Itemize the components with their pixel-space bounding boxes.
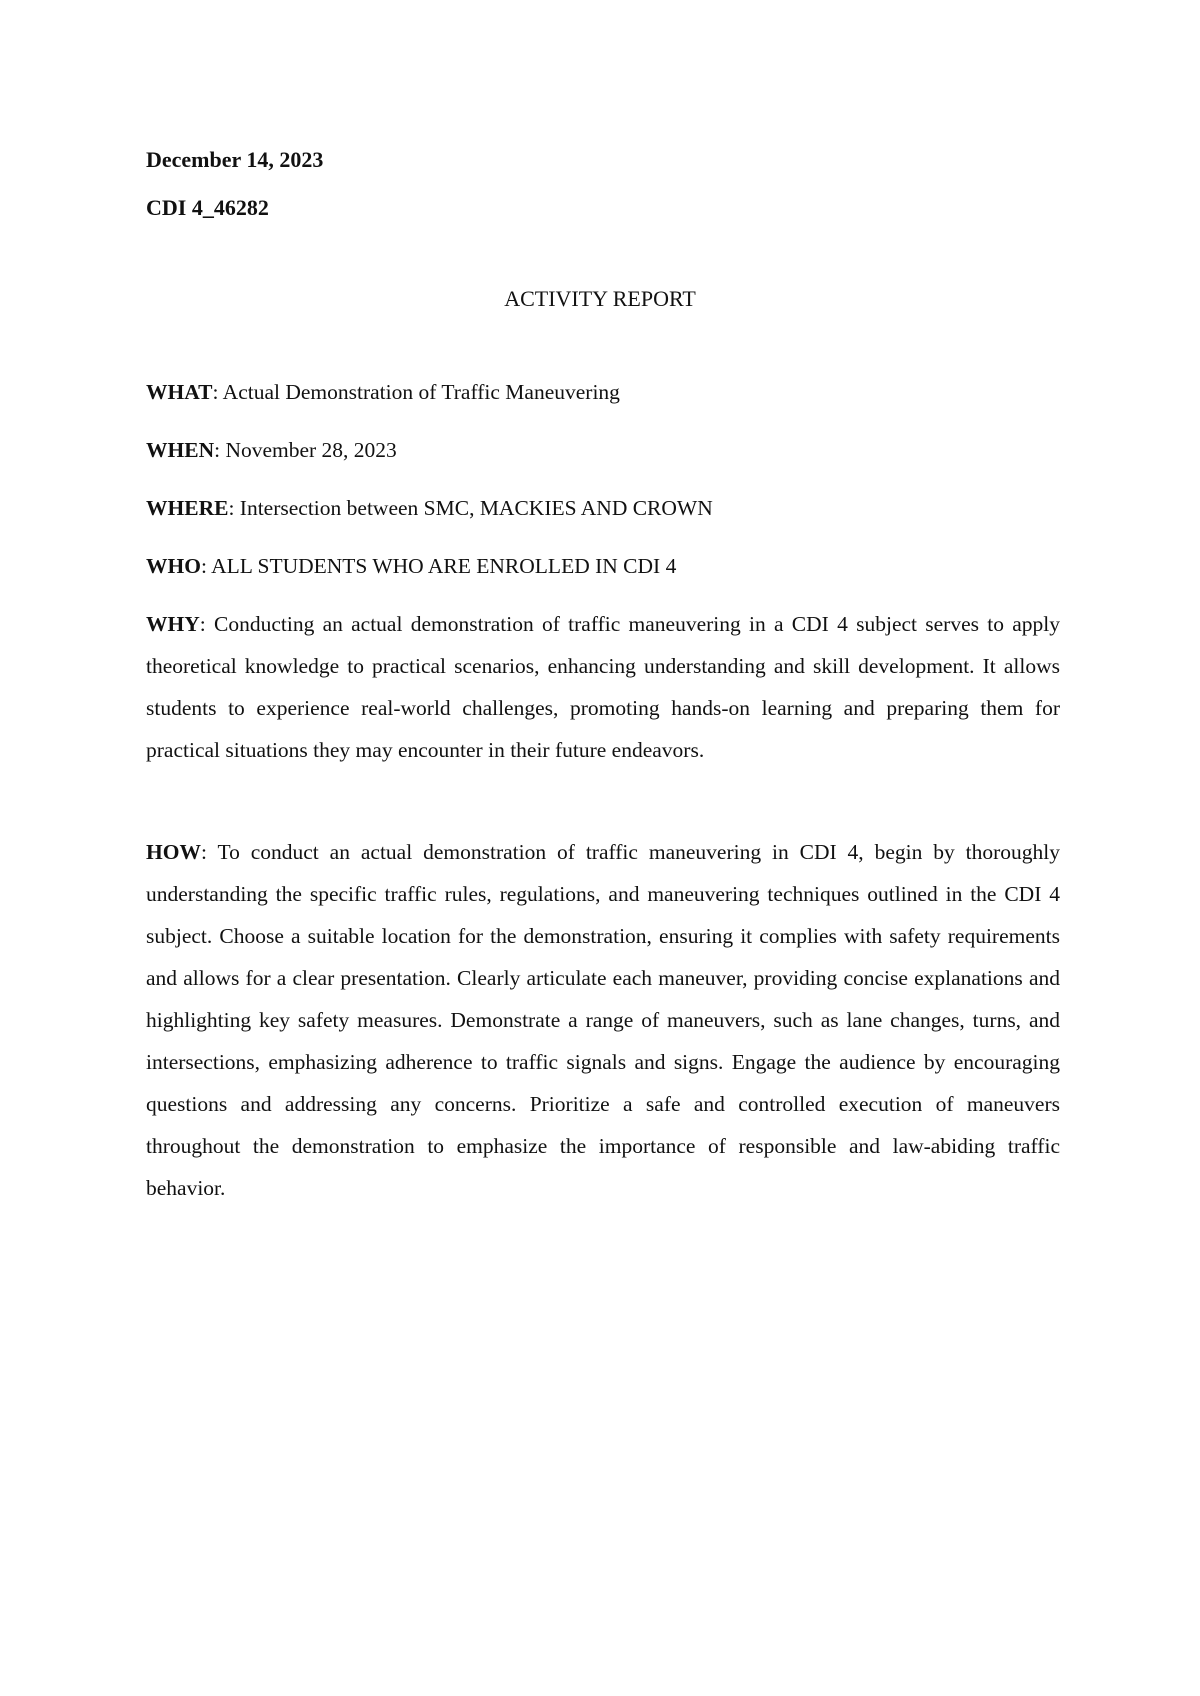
- field-why-label: WHY: [146, 612, 200, 636]
- field-how-value: : To conduct an actual demonstration of traffic maneuvering in CDI 4, begin by thoroughly understanding the specific traffic rules, regulations, and maneuvering techniques outlined in the CDI 4 subject. Choose a suitable location for the demonstration, ensuring it complies with safety requirements and allows for a clear presentation. Clearly articulate each maneuver, providing concise explanations and highlighting key safety measures. Demonstrate a range of maneuvers, such as lane changes, turns, and intersections, emphasizing adherence to traffic signals and signs. Engage the audience by encouraging questions and addressing any concerns. Prioritize a safe and controlled execution of maneuvers throughout the demonstration to emphasize the importance of responsible and law-abiding traffic behavior.: [146, 840, 1060, 1200]
- report-title: ACTIVITY REPORT: [504, 286, 696, 311]
- field-what-value: : Actual Demonstration of Traffic Maneuvering: [212, 380, 620, 404]
- field-when-label: WHEN: [146, 438, 215, 462]
- field-who-label: WHO: [146, 554, 201, 578]
- field-why: [146, 603, 1060, 771]
- field-where: [146, 487, 1060, 529]
- course-code: CDI 4_46282: [146, 195, 269, 220]
- field-when-value: : November 28, 2023: [214, 438, 397, 462]
- field-who-value: : ALL STUDENTS WHO ARE ENROLLED IN CDI 4: [200, 554, 677, 578]
- field-how: [146, 831, 1060, 1209]
- field-why-value: : Conducting an actual demonstration of traffic maneuvering in a CDI 4 subject serves to apply theoretical knowledge to practical scenarios, enhancing understanding and skill development. It allows students to experience real-world challenges, promoting hands-on learning and preparing them for practical situations they may encounter in their future endeavors.: [146, 612, 1060, 762]
- field-who: [146, 545, 1060, 587]
- field-when: [146, 429, 1060, 471]
- field-what-label: WHAT: [146, 380, 213, 404]
- field-where-value: : Intersection between SMC, MACKIES AND CROWN: [228, 496, 713, 520]
- field-what: [146, 371, 1060, 413]
- field-where-label: WHERE: [146, 496, 229, 520]
- field-how-label: HOW: [146, 840, 201, 864]
- report-date: December 14, 2023: [146, 147, 324, 172]
